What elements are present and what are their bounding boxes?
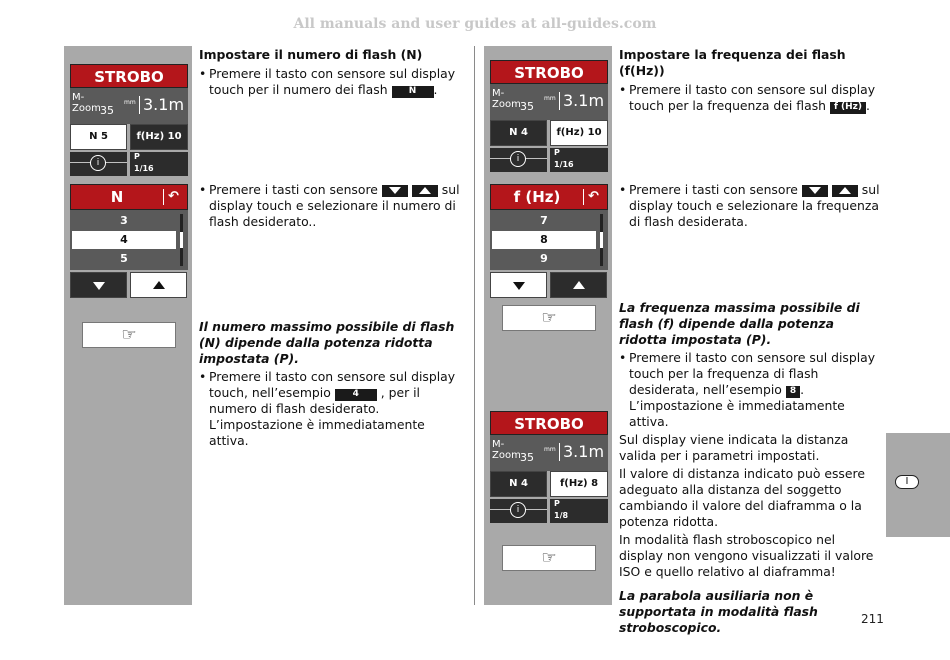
right-heading: Impostare la frequenza dei flash (f(Hz)) <box>619 47 846 78</box>
display-title: STROBO <box>70 64 188 88</box>
column-divider <box>474 46 475 605</box>
power-box[interactable] <box>130 152 188 176</box>
zoom-value: 35 <box>520 451 534 464</box>
strobo-display-2 <box>490 60 608 172</box>
info-icon: i <box>510 151 526 167</box>
info-button[interactable] <box>490 148 547 172</box>
info-button[interactable] <box>70 152 127 176</box>
up-button[interactable] <box>550 272 607 298</box>
power-box[interactable] <box>550 148 608 172</box>
down-button[interactable] <box>490 272 547 298</box>
mm-unit: mm <box>124 99 136 106</box>
text: Premere il tasto con sensore sul display touch per la frequenza dei flash <box>629 82 876 113</box>
zoom-row <box>490 84 608 120</box>
page-number: 211 <box>861 612 884 626</box>
text: Premere il tasto con sensore sul display touch, nell’esempio <box>209 369 456 400</box>
left-column-step2 <box>199 182 467 230</box>
list-item-selected[interactable]: 8 <box>492 231 596 249</box>
text: L’impostazione è immediatamente attiva. <box>629 398 845 429</box>
note-hand-icon-box <box>502 305 596 331</box>
down-arrow-icon <box>513 282 525 290</box>
selector-list <box>490 210 608 270</box>
note-hand-icon-box-2 <box>502 545 596 571</box>
distance-value: 3.1m <box>559 92 604 110</box>
list-item[interactable]: 3 <box>120 214 128 227</box>
up-key-badge <box>412 185 438 197</box>
display-title: STROBO <box>490 411 608 435</box>
four-key-badge: 4 <box>335 389 377 401</box>
frequency-button[interactable]: f(Hz) 10 <box>130 124 188 150</box>
list-item[interactable]: 5 <box>120 252 128 265</box>
right-paragraph-2: Il valore di distanza indicato può essere adeguato alla distanza del soggetto cambiando il valore del diaframma o la potenza ridotta. <box>619 466 865 529</box>
left-column-note <box>199 319 467 449</box>
n-button[interactable]: N 4 <box>490 120 547 146</box>
text: . <box>800 382 805 397</box>
text: . <box>866 98 870 113</box>
zoom-value: 35 <box>520 100 534 113</box>
mzoom-label: M- Zoom <box>72 92 101 114</box>
list-item-selected[interactable]: 4 <box>72 231 176 249</box>
n-button[interactable]: N 5 <box>70 124 127 150</box>
selector-label: f (Hz) <box>513 188 561 206</box>
frequency-button[interactable]: f(Hz) 8 <box>550 471 608 497</box>
n-selector <box>70 184 188 298</box>
power-value: 1/8 <box>554 511 569 520</box>
down-key-badge <box>802 185 828 197</box>
mm-unit: mm <box>544 446 556 453</box>
selector-header <box>490 184 608 210</box>
left-bullet-3 <box>199 369 467 449</box>
zoom-row <box>490 435 608 471</box>
mm-unit: mm <box>544 95 556 102</box>
right-column-step2 <box>619 182 881 230</box>
right-paragraph-3: In modalità flash stroboscopico nel display non vengono visualizzati il valore ISO e quello relativo al diaframma! <box>619 532 874 579</box>
text: Premere i tasti con sensore <box>629 182 798 197</box>
back-icon[interactable]: ↶ <box>583 189 603 205</box>
frequency-button[interactable]: f(Hz) 10 <box>550 120 608 146</box>
selector-label: N <box>110 188 124 206</box>
left-heading: Impostare il numero di flash (N) <box>199 47 423 62</box>
n-key-badge: N <box>392 86 434 98</box>
info-button[interactable] <box>490 499 547 523</box>
list-item[interactable]: 9 <box>540 252 548 265</box>
display-title: STROBO <box>490 60 608 84</box>
text: sul display touch e selezionare il numero di flash desiderato.. <box>209 182 460 229</box>
frequency-key-badge: f (Hz) <box>830 102 866 114</box>
strobo-display-1 <box>70 64 188 176</box>
distance-value: 3.1m <box>559 443 604 461</box>
right-column-note <box>619 300 881 636</box>
text: , per il numero di flash desiderato. L’impostazione è immediatamente attiva. <box>209 385 425 448</box>
power-value: 1/16 <box>134 164 154 173</box>
right-note: La frequenza massima possibile di flash (f) dipende dalla potenza ridotta impostata (P). <box>619 300 860 347</box>
scrollbar[interactable] <box>180 214 183 266</box>
pointing-hand-icon: ☞ <box>121 325 137 345</box>
up-arrow-icon <box>419 187 431 194</box>
info-icon: i <box>510 502 526 518</box>
note-hand-icon-box <box>82 322 176 348</box>
text: Premere il tasto con sensore sul display touch per la frequenza di flash desiderata, nell’esempio <box>629 350 876 397</box>
language-badge: I <box>895 475 919 489</box>
text: . <box>433 82 438 97</box>
distance-value: 3.1m <box>139 96 184 114</box>
watermark: All manuals and user guides at all-guides.com <box>293 16 657 32</box>
down-arrow-icon <box>389 187 401 194</box>
frequency-selector <box>490 184 608 298</box>
left-bullet-1 <box>199 66 467 98</box>
zoom-value: 35 <box>100 104 114 117</box>
left-note: Il numero massimo possibile di flash (N) dipende dalla potenza ridotta impostata (P). <box>199 319 455 366</box>
up-button[interactable] <box>130 272 187 298</box>
power-value: 1/16 <box>554 160 574 169</box>
right-note-2: La parabola ausiliaria non è supportata in modalità flash stroboscopico. <box>619 588 818 635</box>
power-label: P <box>554 499 560 508</box>
power-box[interactable] <box>550 499 608 523</box>
power-label: P <box>554 148 560 157</box>
right-column <box>619 47 881 114</box>
right-bullet-1 <box>619 82 881 114</box>
down-key-badge <box>382 185 408 197</box>
selector-header <box>70 184 188 210</box>
text: Premere i tasti con sensore <box>209 182 378 197</box>
pointing-hand-icon: ☞ <box>541 548 557 568</box>
right-paragraph-1: Sul display viene indicata la distanza valida per i parametri impostati. <box>619 432 849 463</box>
strobo-display-3 <box>490 411 608 523</box>
up-arrow-icon <box>573 281 585 289</box>
scroll-thumb[interactable] <box>600 232 603 248</box>
n-button[interactable]: N 4 <box>490 471 547 497</box>
scroll-thumb[interactable] <box>180 232 183 248</box>
up-arrow-icon <box>839 187 851 194</box>
back-icon[interactable]: ↶ <box>163 189 183 205</box>
left-bullet-2 <box>199 182 467 230</box>
scrollbar[interactable] <box>600 214 603 266</box>
down-arrow-icon <box>809 187 821 194</box>
pointing-hand-icon: ☞ <box>541 308 557 328</box>
list-item[interactable]: 7 <box>540 214 548 227</box>
right-bullet-3 <box>619 350 881 430</box>
right-bullet-2 <box>619 182 881 230</box>
down-arrow-icon <box>93 282 105 290</box>
eight-key-badge: 8 <box>786 386 800 398</box>
left-column <box>199 47 467 98</box>
up-arrow-icon <box>153 281 165 289</box>
mzoom-label: M- Zoom <box>492 439 521 461</box>
zoom-row <box>70 88 188 124</box>
down-button[interactable] <box>70 272 127 298</box>
text: sul display touch e selezionare la frequenza di flash desiderata. <box>629 182 880 229</box>
power-label: P <box>134 152 140 161</box>
up-key-badge <box>832 185 858 197</box>
language-side-tab <box>886 433 950 537</box>
selector-list <box>70 210 188 270</box>
mzoom-label: M- Zoom <box>492 88 521 110</box>
info-icon: i <box>90 155 106 171</box>
text: Premere il tasto con sensore sul display touch per il numero dei flash <box>209 66 456 97</box>
